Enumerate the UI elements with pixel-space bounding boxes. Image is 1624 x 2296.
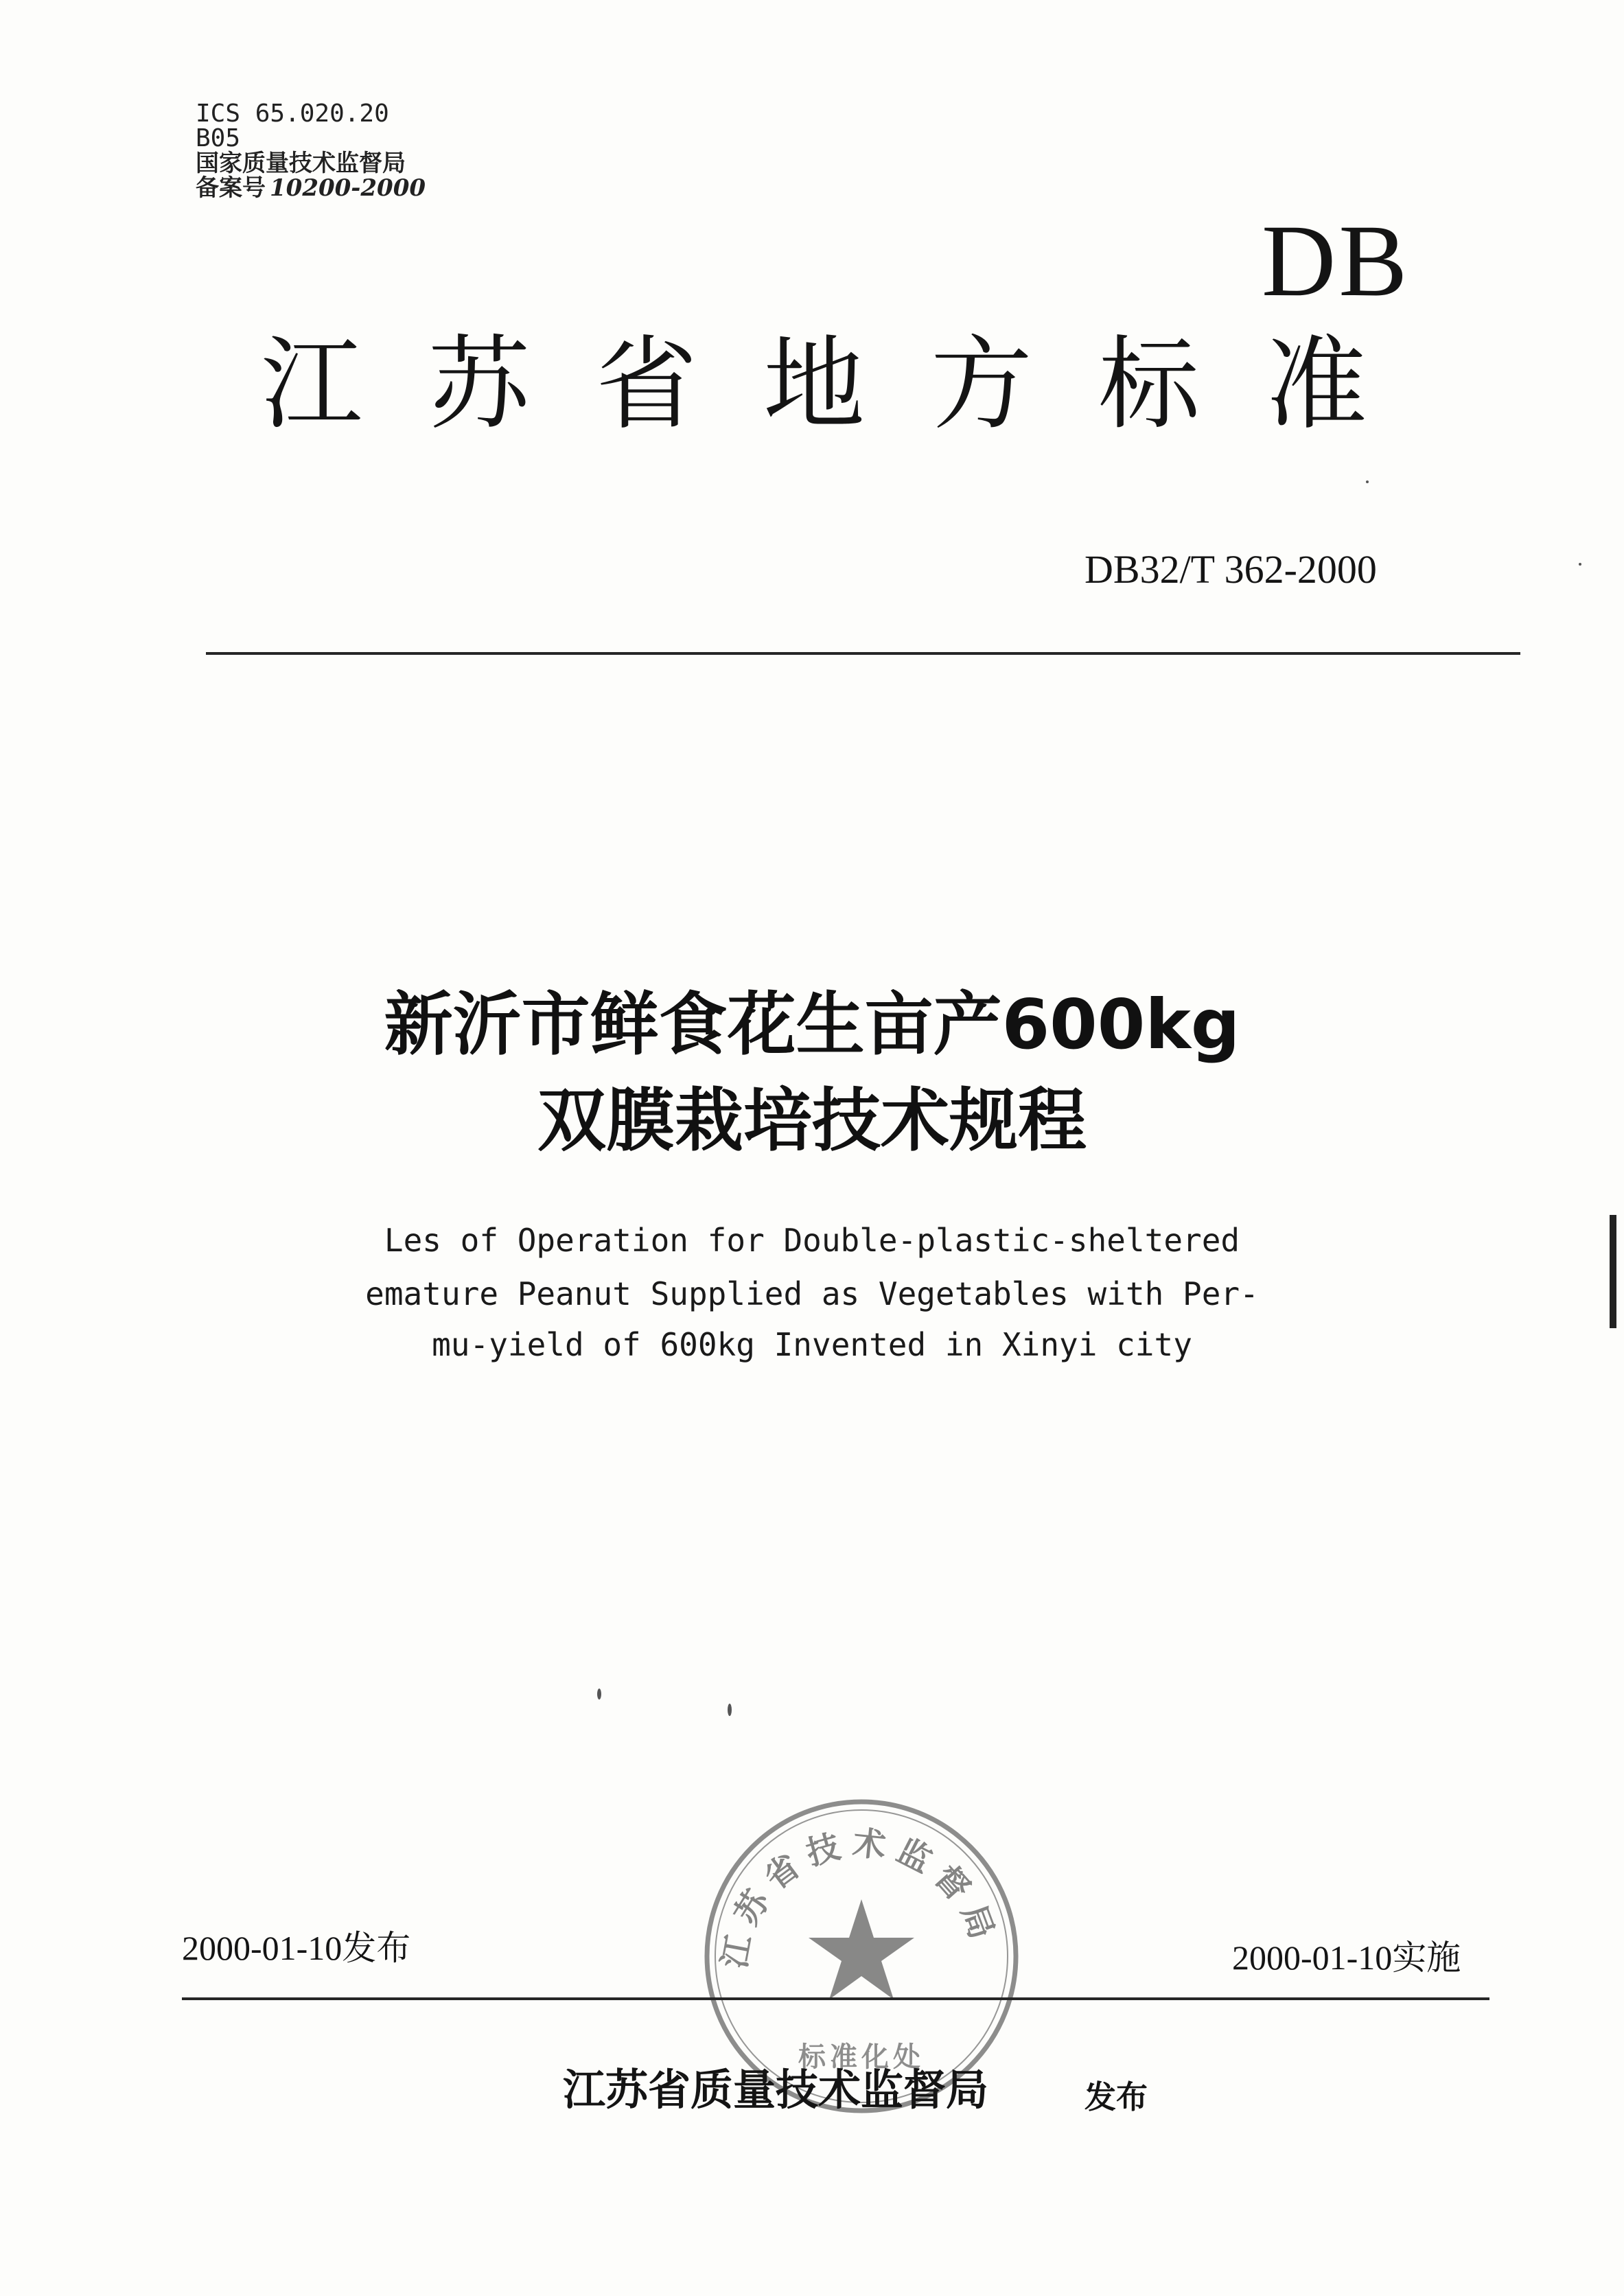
document-title-line-2: 双膜栽培技术规程 — [537, 1080, 1087, 1161]
footer-divider — [182, 1997, 1489, 2000]
seal-bottom-text: 标准化处 — [798, 2041, 925, 2073]
scan-speck — [728, 1704, 732, 1716]
implementation-date: 2000-01-10实施 — [1232, 1938, 1461, 1977]
document-title-line-1: 新沂市鲜食花生亩产600kg — [384, 984, 1240, 1065]
english-title-line-3: mu-yield of 600kg Invented in Xinyi city — [432, 1326, 1192, 1363]
issuing-authority: 江苏省质量技术监督局 — [563, 2065, 989, 2115]
issuing-label: 发布 — [1084, 2078, 1148, 2115]
record-label: 备案号 — [196, 174, 266, 202]
english-title-line-2: emature Peanut Supplied as Vegetables with Per- — [365, 1275, 1259, 1312]
agency-name: 国家质量技术监督局 — [196, 150, 406, 177]
classification-block — [196, 102, 426, 200]
header-divider — [206, 652, 1520, 655]
ccs-code: B05 — [196, 124, 241, 152]
seal-text: 江苏省技术监督局 — [715, 1823, 1005, 1971]
standard-title: 江苏省地方标准 — [261, 325, 1433, 443]
scan-speck — [1579, 563, 1581, 566]
english-title-line-1: Les of Operation for Double-plastic-sheltered — [384, 1222, 1240, 1259]
scan-speck — [1366, 480, 1369, 483]
record-number: 10200-2000 — [270, 174, 426, 202]
scan-speck — [597, 1689, 601, 1700]
standard-number: DB32/T 362-2000 — [1084, 547, 1377, 592]
ics-code: ICS 65.020.20 — [196, 100, 389, 128]
issue-date: 2000-01-10发布 — [182, 1929, 411, 1967]
db-mark: DB — [1262, 204, 1411, 318]
record-line — [196, 176, 426, 200]
scan-edge-mark — [1610, 1215, 1616, 1328]
